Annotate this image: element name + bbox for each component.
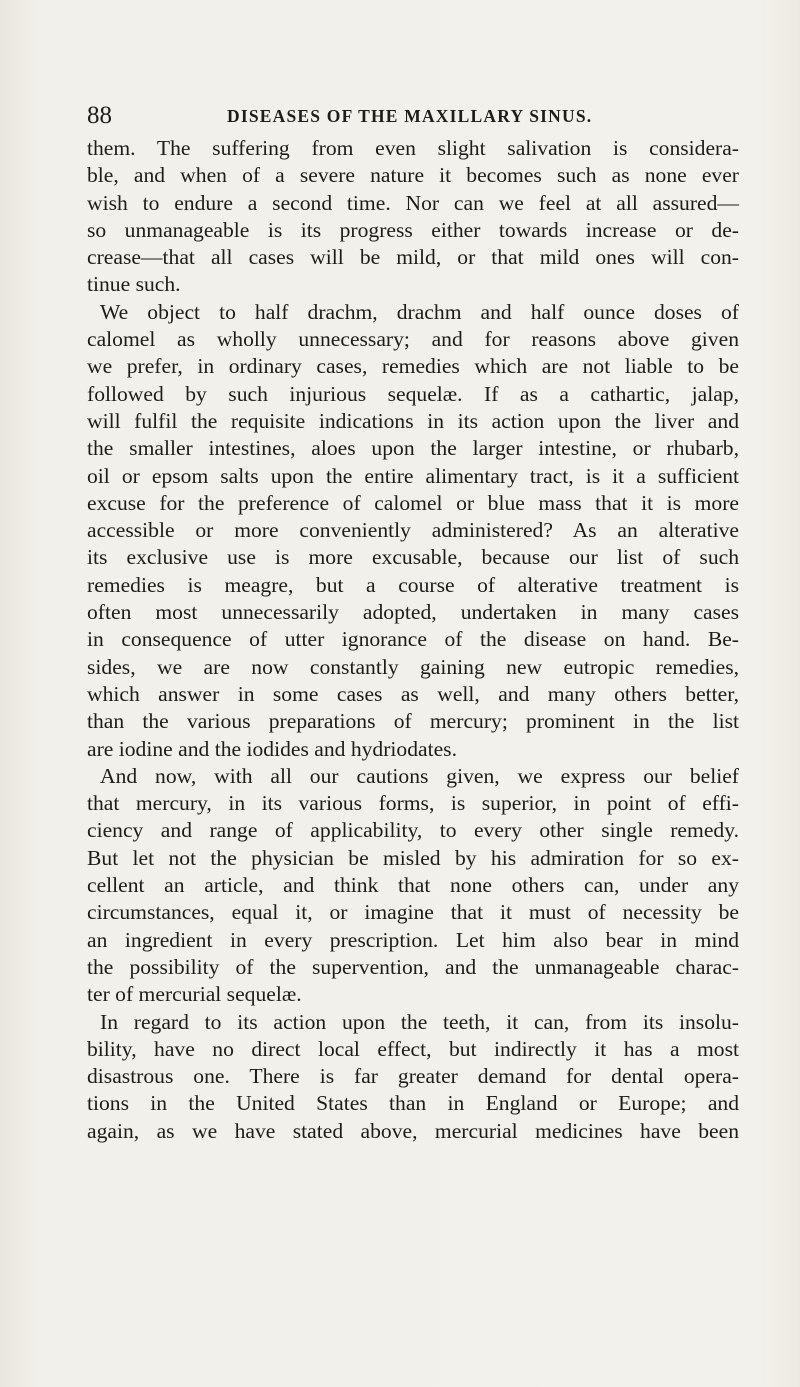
text-line: again, as we have stated above, mercurial medicines have been xyxy=(87,1118,739,1143)
text-line: calomel as wholly unnecessary; and for reasons above given xyxy=(87,327,739,352)
text-line: followed by such injurious sequelæ. If as a cathartic, jalap, xyxy=(87,381,739,406)
text-line: remedies is meagre, but a course of alterative treatment is xyxy=(87,572,739,597)
text-line: disastrous one. There is far greater demand for dental opera- xyxy=(87,1064,739,1089)
text-line: which answer in some cases as well, and many others better, xyxy=(87,681,739,706)
page-number: 88 xyxy=(87,102,112,129)
text-line: We object to half drachm, drachm and half ounce doses of xyxy=(100,299,739,324)
text-line: cellent an article, and think that none others can, under any xyxy=(87,873,739,898)
text-line: its exclusive use is more excusable, because our list of such xyxy=(87,545,739,570)
text-line: ble, and when of a severe nature it becomes such as none ever xyxy=(87,163,739,188)
text-line: sides, we are now constantly gaining new eutropic remedies, xyxy=(87,654,739,679)
text-line: wish to endure a second time. Nor can we feel at all assured— xyxy=(87,190,739,215)
text-line: that mercury, in its various forms, is superior, in point of effi- xyxy=(87,791,739,816)
text-line: the possibility of the supervention, and the unmanageable charac- xyxy=(87,954,739,979)
text-line: excuse for the preference of calomel or blue mass that it is more xyxy=(87,490,739,515)
text-line: we prefer, in ordinary cases, remedies which are not liable to be xyxy=(87,354,739,379)
text-line: And now, with all our cautions given, we express our belief xyxy=(100,763,739,788)
text-line: the smaller intestines, aloes upon the larger intestine, or rhubarb, xyxy=(87,436,739,461)
text-line: an ingredient in every prescription. Let him also bear in mind xyxy=(87,927,739,952)
text-line: crease—that all cases will be mild, or that mild ones will con- xyxy=(87,245,739,270)
text-line: in consequence of utter ignorance of the disease on hand. Be- xyxy=(87,627,739,652)
text-line: than the various preparations of mercury; prominent in the list xyxy=(87,709,739,734)
text-line: oil or epsom salts upon the entire alimentary tract, is it a sufficient xyxy=(87,463,739,488)
text-line: ciency and range of applicability, to every other single remedy. xyxy=(87,818,739,843)
text-line: so unmanageable is its progress either towards increase or de- xyxy=(87,217,739,242)
text-line: circumstances, equal it, or imagine that it must of necessity be xyxy=(87,900,739,925)
page-header xyxy=(87,103,607,129)
text-line: ter of mercurial sequelæ. xyxy=(87,982,302,1007)
running-title: DISEASES OF THE MAXILLARY SINUS. xyxy=(227,106,593,126)
text-line: But let not the physician be misled by his admiration for so ex- xyxy=(87,845,739,870)
text-line: tions in the United States than in England or Europe; and xyxy=(87,1091,739,1116)
body-text xyxy=(87,135,739,1145)
text-line: often most unnecessarily adopted, undertaken in many cases xyxy=(87,600,739,625)
text-line: In regard to its action upon the teeth, it can, from its insolu- xyxy=(100,1009,739,1034)
text-line: are iodine and the iodides and hydriodates. xyxy=(87,736,457,761)
text-line: accessible or more conveniently administered? As an alterative xyxy=(87,518,739,543)
text-line: will fulfil the requisite indications in its action upon the liver and xyxy=(87,408,739,433)
text-line: them. The suffering from even slight salivation is considera- xyxy=(87,136,739,160)
text-line: tinue such. xyxy=(87,272,181,297)
text-line: bility, have no direct local effect, but indirectly it has a most xyxy=(87,1036,739,1061)
